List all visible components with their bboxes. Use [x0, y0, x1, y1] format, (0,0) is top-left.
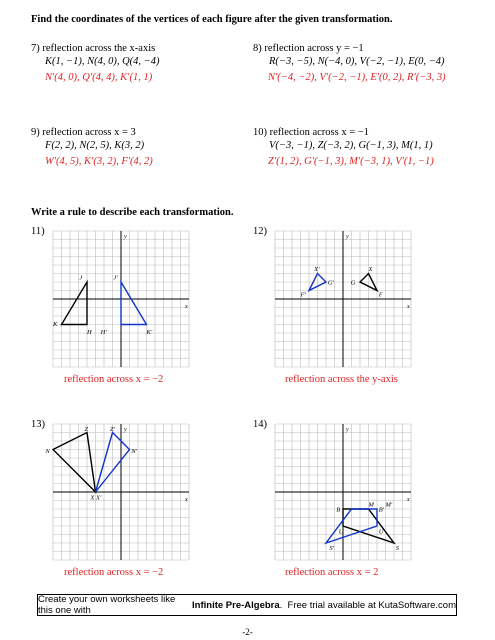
section-heading: Write a rule to describe each transformation. [31, 207, 234, 218]
vertex-label: X X′ [90, 494, 102, 502]
vertex-label: N′ [131, 447, 137, 455]
problem-8 [253, 42, 444, 68]
page-number: -2- [242, 627, 253, 637]
problem-number-14: 14) [253, 419, 267, 430]
x-axis-label: x [185, 497, 188, 503]
problem-task: reflection across x = −1 [269, 127, 369, 138]
vertex-label: H′ [100, 328, 107, 336]
problem-task: reflection across the x-axis [42, 43, 156, 54]
x-axis-label: x [185, 304, 188, 310]
coordinate-grid-13 [45, 423, 190, 563]
y-axis-label: y [346, 234, 349, 240]
vertex-label: F [378, 291, 383, 299]
problem-task: reflection across x = 3 [42, 127, 136, 138]
vertex-label: Z [84, 425, 89, 433]
problem-number: 9) [31, 127, 40, 138]
answer-8: N′(−4, −2), V′(−2, −1), E′(0, 2), R′(−3, 3) [268, 72, 446, 83]
coordinate-grid-11 [52, 230, 190, 370]
answer-13: reflection across x = −2 [64, 567, 164, 578]
problem-given: R(−3, −5), N(−4, 0), V(−2, −1), E(0, −4) [269, 56, 445, 67]
problem-number-11: 11) [31, 226, 45, 237]
vertex-label: X [368, 265, 373, 273]
problem-task: reflection across y = −1 [264, 43, 364, 54]
vertex-label: K′ [146, 328, 153, 336]
answer-7: N′(4, 0), Q′(4, 4), K′(1, 1) [45, 72, 153, 83]
vertex-label: X′ [314, 265, 320, 273]
vertex-label: F′ [300, 291, 306, 299]
vertex-label: U [338, 528, 344, 536]
vertex-label: J [79, 274, 83, 282]
vertex-label: B [336, 506, 341, 514]
vertex-label: J′ [113, 274, 118, 282]
vertex-label: H [87, 328, 92, 336]
problem-number: 10) [253, 127, 267, 138]
vertex-label: N [45, 447, 50, 455]
coordinate-grid-12 [274, 230, 412, 370]
vertex-label: M′ [385, 501, 393, 509]
figure-triangle [62, 282, 88, 325]
answer-14: reflection across x = 2 [285, 567, 379, 578]
vertex-label: M [368, 501, 374, 509]
footer-suffix: . Free trial available at KutaSoftware.com [279, 599, 456, 611]
coordinate-grid-14 [274, 423, 412, 563]
vertex-label: Z′ [109, 425, 115, 433]
y-axis-label: y [124, 427, 127, 433]
footer-product: Infinite Pre-Algebra [192, 599, 280, 611]
problem-given: V(−3, −1), Z(−3, 2), G(−1, 3), M(1, 1) [269, 140, 433, 151]
vertex-label: B′ [378, 506, 385, 514]
problem-number-13: 13) [31, 419, 45, 430]
y-axis-label: y [346, 427, 349, 433]
x-axis-label: x [407, 304, 410, 310]
figure-shape [53, 433, 96, 493]
answer-11: reflection across x = −2 [64, 374, 164, 385]
problem-given: F(2, 2), N(2, 5), K(3, 2) [45, 140, 145, 151]
problem-number: 7) [31, 43, 40, 54]
problem-number: 8) [253, 43, 262, 54]
vertex-label: G′ [327, 279, 334, 287]
answer-10: Z′(1, 2), G′(−1, 3), M′(−3, 1), V′(1, −1) [268, 156, 434, 167]
vertex-label: S [395, 544, 399, 552]
instructions-heading: Find the coordinates of the vertices of each figure after the given transformation. [31, 14, 393, 25]
problem-given: K(1, −1), N(4, 0), Q(4, −4) [45, 56, 160, 67]
answer-12: reflection across the y-axis [285, 374, 398, 385]
problem-7 [31, 42, 160, 68]
vertex-label: S′ [329, 544, 335, 552]
vertex-label: G [350, 279, 356, 287]
problem-number-12: 12) [253, 226, 267, 237]
footer-prefix: Create your own worksheets like this one with [38, 594, 176, 616]
vertex-label: K [53, 321, 58, 329]
x-axis-label: x [407, 497, 410, 503]
image-triangle [121, 282, 147, 325]
answer-9: W′(4, 5), K′(3, 2), F′(4, 2) [45, 156, 153, 167]
y-axis-label: y [124, 234, 127, 240]
vertex-label: U′ [378, 528, 385, 536]
problem-10 [253, 126, 433, 152]
problem-9 [31, 126, 144, 152]
footer-box [37, 594, 457, 616]
